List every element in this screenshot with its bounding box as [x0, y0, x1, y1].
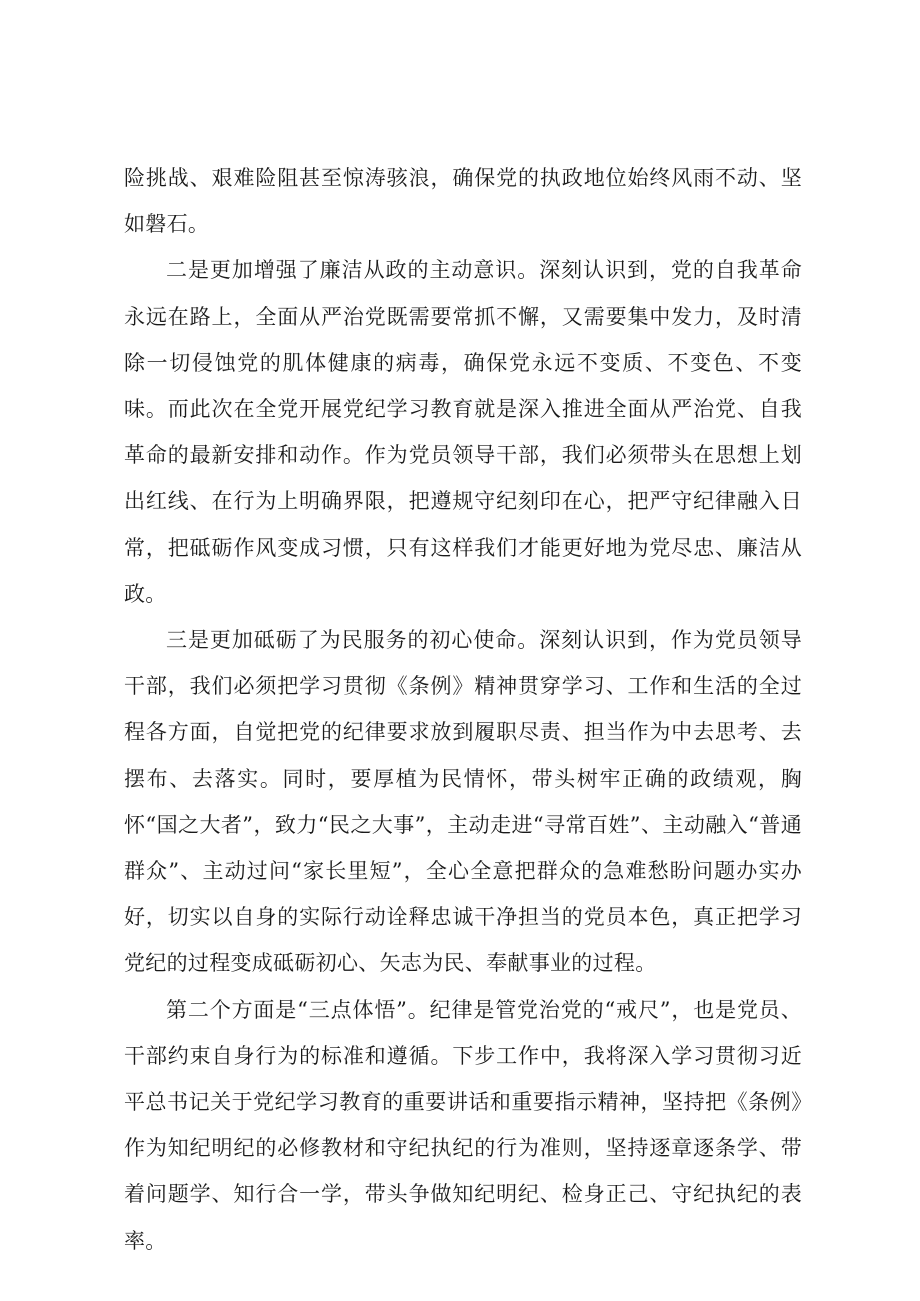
paragraph-second-aspect: 第二个方面是“三点体悟”。纪律是管党治党的“戒尺”，也是党员、干部约束自身行为的标准和遵循。下步工作中，我将深入学习贯彻习近平总书记关于党纪学习教育的重要讲话和重要指示精神，坚持把《条例》作为知纪明纪的必修教材和守纪执纪的行为准则，坚持逐章逐条学、带着问题学、知行合一学，带头争做知纪明纪、检身正己、守纪执纪的表率。 — [124, 997, 802, 1253]
paragraph-point-three: 三是更加砥砺了为民服务的初心使命。深刻认识到，作为党员领导干部，我们必须把学习贯彻《条例》精神贯穿学习、工作和生活的全过程各方面，自觉把党的纪律要求放到履职尽责、担当作为中去思考、去摆布、去落实。同时，要厚植为民情怀，带头树牢正确的政绩观，胸怀“国之大者”，致力“民之大事”，主动走进“寻常百姓”、主动融入“普通群众”、主动过问“家长里短”，全心全意把群众的急难愁盼问题办实办好，切实以自身的实际行动诠释忠诚干净担当的党员本色，真正把学习党纪的过程变成砥砺初心、矢志为民、奉献事业的过程。 — [124, 628, 802, 976]
document-body — [124, 155, 802, 1264]
paragraph-point-two: 二是更加增强了廉洁从政的主动意识。深刻认识到，党的自我革命永远在路上，全面从严治党既需要常抓不懈，又需要集中发力，及时清除一切侵蚀党的肌体健康的病毒，确保党永远不变质、不变色、不变味。而此次在全党开展党纪学习教育就是深入推进全面从严治党、自我革命的最新安排和动作。作为党员领导干部，我们必须带头在思想上划出红线、在行为上明确界限，把遵规守纪刻印在心，把严守纪律融入日常，把砥砺作风变成习惯，只有这样我们才能更好地为党尽忠、廉洁从政。 — [124, 258, 802, 606]
paragraph-continuation: 险挑战、艰难险阻甚至惊涛骇浪，确保党的执政地位始终风雨不动、坚如磐石。 — [124, 166, 802, 237]
